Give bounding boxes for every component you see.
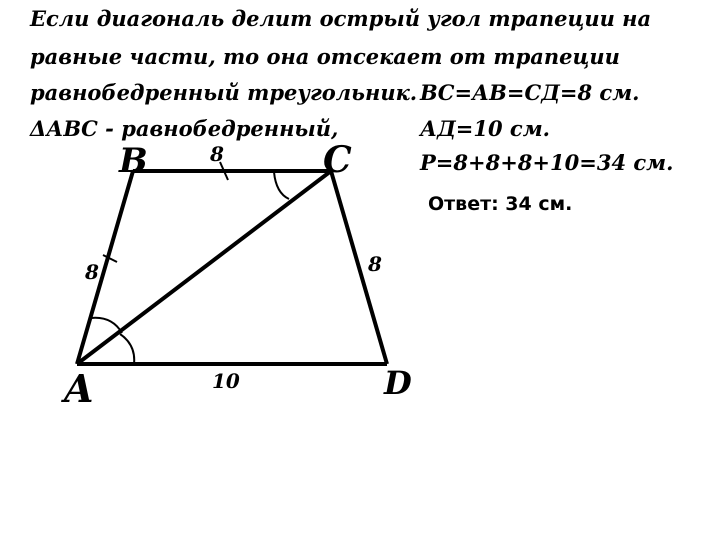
side-label-CD: 8 (368, 252, 382, 276)
angle-arc-C (274, 172, 289, 199)
angle-arc-A-lower (120, 334, 134, 364)
angle-arc-A-upper (91, 318, 122, 333)
equation-sides: ВС=АВ=СД=8 см. (420, 80, 640, 105)
text-line-3: равнобедренный треугольник. (30, 80, 418, 105)
side-label-AB: 8 (85, 260, 99, 284)
diagonal-AC (77, 171, 331, 364)
vertex-label-B: B (119, 141, 148, 181)
equation-base: АД=10 см. (420, 116, 550, 141)
vertex-label-D: D (384, 364, 412, 402)
vertex-label-A: A (64, 366, 94, 411)
vertex-label-C: C (323, 139, 352, 181)
text-line-4: ΔАВС - равнобедренный, (30, 116, 339, 141)
side-label-BC: 8 (210, 142, 224, 166)
equation-perimeter: Р=8+8+8+10=34 см. (420, 150, 674, 175)
side-label-AD: 10 (212, 369, 240, 393)
text-line-2: равные части, то она отсекает от трапеции (30, 44, 620, 69)
answer-text: Ответ: 34 см. (428, 193, 573, 215)
text-line-1: Если диагональ делит острый угол трапеции на (30, 6, 652, 31)
